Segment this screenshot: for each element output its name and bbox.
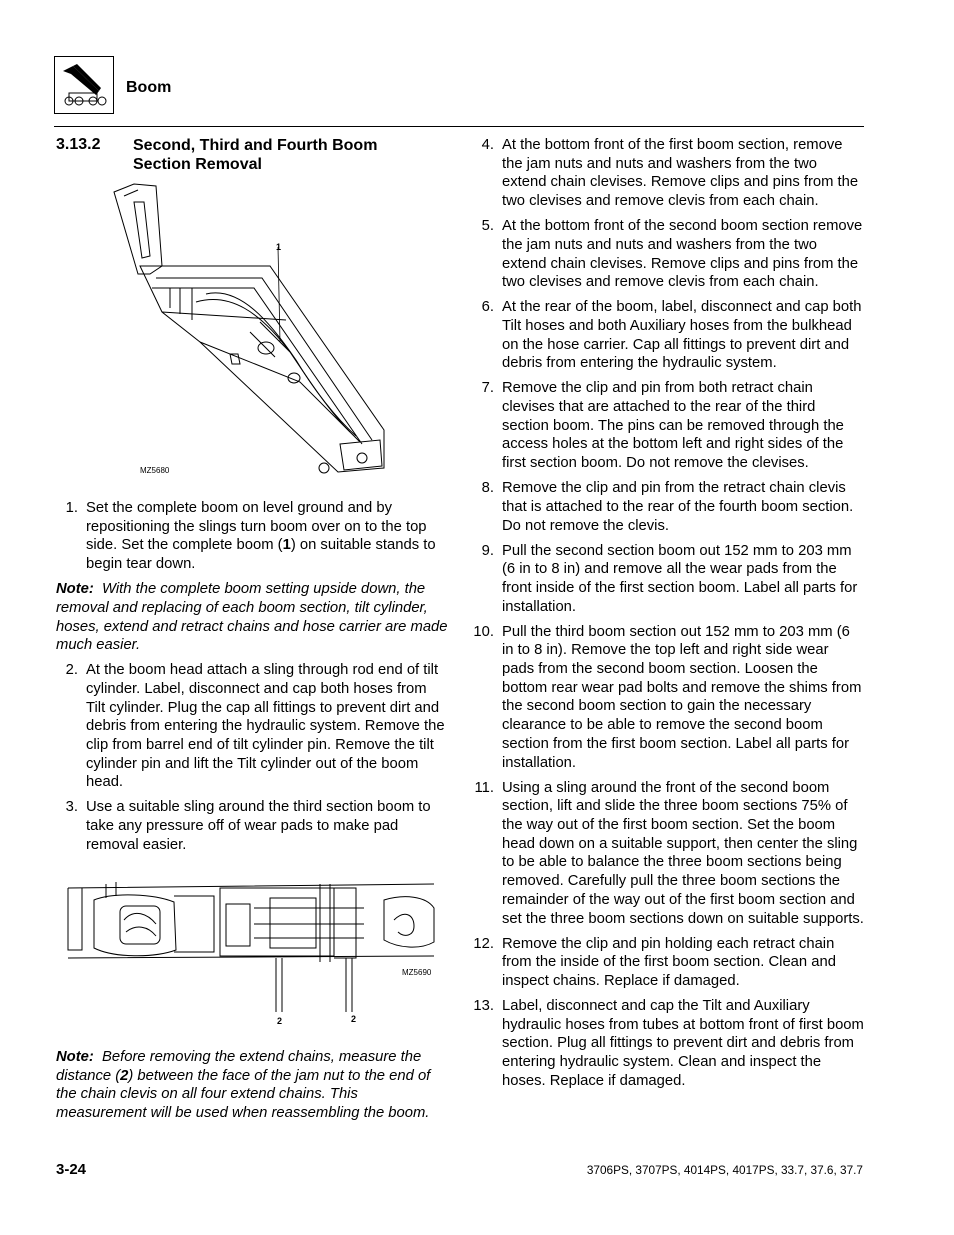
step-4: 4. At the bottom front of the first boom section, remove the jam nuts and nuts and washers from the two extend chain clevises. Remove clips and pins from the two clevises and remove clevis from each chain.	[481, 137, 859, 210]
note-2-block	[56, 1048, 448, 1129]
heading-number: 3.13.2	[56, 136, 101, 153]
step-7: 7. Remove the clip and pin from both retract chain clevises that are attached to the rear of the third section boom. The pins can be removed through the access holes at the bottom left and right sides of the first section boom. Do not remove the clevises.	[481, 380, 844, 472]
right-steps-list	[472, 136, 864, 1090]
figure2-callout-a: 2	[277, 1016, 283, 1026]
figure2-callout-b: 2	[351, 1014, 357, 1024]
boom-section-logo	[54, 56, 114, 114]
figure2-code: MZ5690	[402, 968, 432, 977]
figure1-callout: 1	[276, 242, 282, 252]
step-10: 10. Pull the third boom section out 152 mm to 203 mm (6 in to 8 in). Remove the top left and right side wear pads from the second boom section. Loosen the bottom rear wear pad bolts and remove the shims from the second boom section to gain the necessary clearance to be able to remove the second boom section from the first boom section. Label all parts for installation.	[473, 623, 862, 771]
header-rule	[54, 126, 864, 127]
note-2: Note: Before removing the extend chains, measure the distance (2) between the face of the jam nut to the end of the chain clevis on all four extend chains. This measurement will be used when reassembling the boom.	[56, 1049, 431, 1122]
step-8: 8. Remove the clip and pin from the retract chain clevis that is attached to the rear of the fourth boom section. Do not remove the clevis.	[481, 480, 854, 534]
step-13: 13. Label, disconnect and cap the Tilt and Auxiliary hydraulic hoses from tubes at bottom front of first boom section. Plug all fittings to prevent dirt and debris from entering hydraulic system. Clean and inspect the hoses. Replace if damaged.	[473, 997, 864, 1089]
note-1: Note: With the complete boom setting upside down, the removal and replacing of each boom section, tilt cylinder, hoses, extend and retract chains and hose carrier are made much easier.	[56, 581, 448, 654]
page-number: 3-24	[56, 1161, 87, 1178]
telehandler-icon	[55, 57, 113, 113]
step-1: 1. Set the complete boom on level ground and by repositioning the slings turn boom over on to the top side. Set the complete boom (1) on suitable stands to begin tear down.	[65, 500, 436, 573]
step-2: 2. At the boom head attach a sling through rod end of tilt cylinder. Label, disconnect and cap both hoses from Tilt cylinder. Plug the cap all fittings to prevent dirt and debris from entering the hydraulic system. Remove the clip from barrel end of tilt cylinder pin. Remove the tilt cylinder pin and lift the Tilt cylinder out of the boom head.	[65, 662, 445, 791]
boom-assembly-figure	[100, 182, 400, 482]
figure1-code: MZ5680	[140, 466, 170, 475]
section-title: Boom	[126, 79, 172, 96]
left-column	[56, 499, 448, 861]
step-9: 9. Pull the second section boom out 152 mm to 203 mm (6 in to 8 in) and remove all the wear pads from the front inside of the first section boom. Label all parts for installation.	[481, 542, 858, 615]
step-6: 6. At the rear of the boom, label, disconnect and cap both Tilt hoses and both Auxiliary hoses from the bulkhead on the hose carrier. Cap all fittings to prevent dirt and debris from entering the hydraulic system.	[481, 299, 862, 372]
step-5: 5. At the bottom front of the second boom section remove the jam nuts and nuts and washers from the two extend chain clevises. Remove clips and pins from the two clevises and remove clevis from each chain.	[481, 218, 863, 291]
right-column	[472, 136, 864, 1097]
step-3: 3. Use a suitable sling around the third section boom to take any pressure off of wear pads to make pad removal easier.	[65, 799, 431, 853]
extend-chain-figure	[64, 878, 440, 1028]
step-12: 12. Remove the clip and pin holding each retract chain from the inside of the first boom section. Clean and inspect chains. Replace if damaged.	[473, 935, 836, 989]
step-11: 11. Using a sling around the front of the second boom section, lift and slide the three boom sections 75% of the way out of the first boom section. Set the boom head down on a suitable support, then center the sling to be able to balance the three boom sections being removed. Carefully pull the three boom sections the remainder of the way out of the first boom section and set the three boom sections down on suitable supports.	[474, 779, 864, 927]
model-list: 3706PS, 3707PS, 4014PS, 4017PS, 33.7, 37.6, 37.7	[586, 1163, 863, 1177]
heading-title: Second, Third and Fourth Boom Section Removal	[133, 137, 378, 173]
